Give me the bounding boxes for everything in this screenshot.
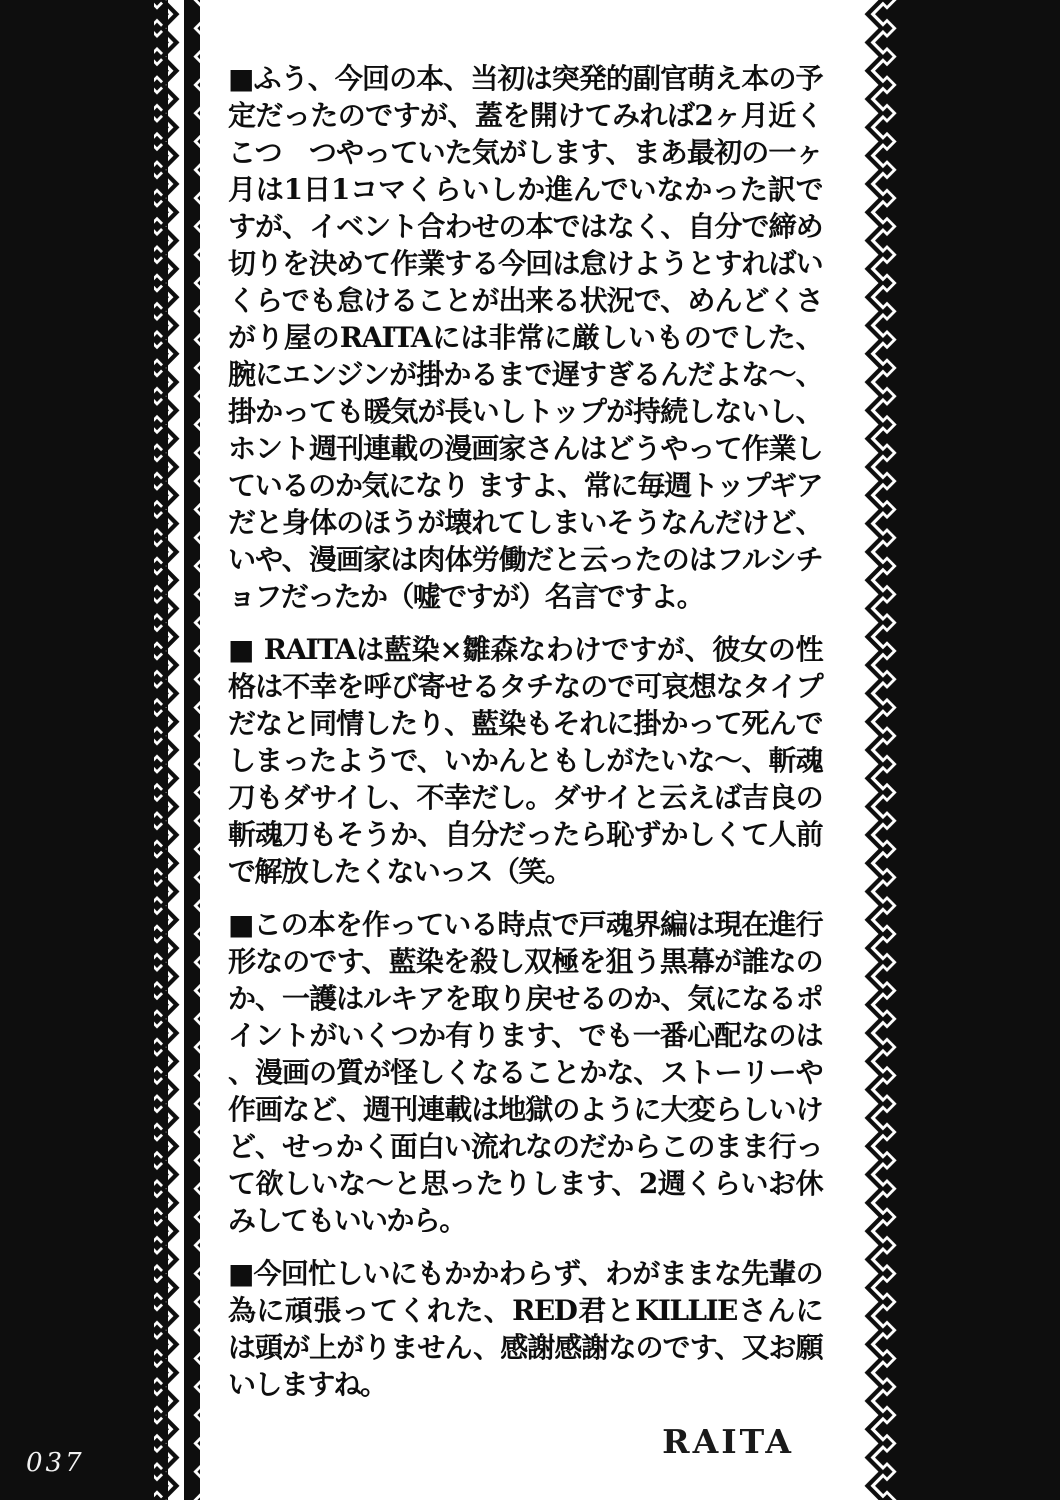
text-line: 掛かっても暖気が長いしトップが持続しないし、 (228, 395, 822, 428)
text-line: 斬魂刀もそうか、自分だったら恥ずかしくて人前 (228, 818, 822, 851)
text-line: 為に頑張ってくれた、RED君とKILLIEさんに (228, 1294, 822, 1327)
right-border-ornament (860, 0, 1060, 1500)
text-line: ど、せっかく面白い流れなのだからこのまま行っ (228, 1130, 822, 1163)
text-line: いしますね。 (228, 1368, 387, 1401)
afterword-paragraph (228, 60, 822, 615)
text-line: くらでも怠けることが出来る状況で、めんどくさ (228, 284, 822, 317)
afterword-text (228, 60, 822, 1403)
text-line: ているのか気になり ますよ、常に毎週トップギア (228, 469, 822, 502)
text-line: 刀もダサイし、不幸だし。ダサイと云えば吉良の (228, 781, 822, 814)
text-line: しまったようで、いかんともしがたいな〜、斬魂 (228, 744, 822, 777)
text-line: だと身体のほうが壊れてしまいそうなんだけど、 (228, 506, 822, 539)
text-line: ■今回忙しいにもかかわらず、わがままな先輩の (228, 1257, 822, 1290)
text-line: 格は不幸を呼び寄せるタチなので可哀想なタイプ (228, 670, 822, 703)
text-line: 切りを決めて作業する今回は怠けようとすればい (228, 247, 822, 280)
text-line: で解放したくないっス（笑。 (228, 855, 572, 888)
text-line: か、一護はルキアを取り戻せるのか、気になるポ (228, 982, 822, 1015)
text-line: だなと同情したり、藍染もそれに掛かって死んで (228, 707, 822, 740)
text-line: ■この本を作っている時点で戸魂界編は現在進行 (228, 908, 822, 941)
text-line: ョフだったか（嘘ですが）名言ですよ。 (228, 580, 704, 613)
text-line: て欲しいな〜と思ったりします、2週くらいお休 (228, 1167, 822, 1200)
text-line: すが、イベント合わせの本ではなく、自分で締め (228, 210, 822, 243)
text-line: ■ RAITAは藍染×雛森なわけですが、彼女の性 (228, 633, 822, 666)
text-line: 定だったのですが、蓋を開けてみれば2ヶ月近く (228, 99, 822, 132)
text-line: みしてもいいから。 (228, 1204, 466, 1237)
afterword-paragraph (228, 906, 822, 1239)
author-signature: RAITA (662, 1422, 794, 1461)
text-line: は頭が上がりません、感謝感謝なのです、又お願 (228, 1331, 822, 1364)
text-line: ホント週刊連載の漫画家さんはどうやって作業し (228, 432, 822, 465)
left-border-ornament (0, 0, 200, 1500)
afterword-paragraph (228, 631, 822, 890)
text-line: 作画など、週刊連載は地獄のように大変らしいけ (228, 1093, 822, 1126)
afterword-paragraph (228, 1255, 822, 1403)
text-line: 腕にエンジンが掛かるまで遅すぎるんだよな〜、 (228, 358, 822, 391)
text-line: いや、漫画家は肉体労働だと云ったのはフルシチ (228, 543, 822, 576)
text-line: 、漫画の質が怪しくなることかな、ストーリーや (228, 1056, 822, 1089)
text-line: がり屋のRAITAには非常に厳しいものでした、 (228, 321, 822, 354)
text-line: 形なのです、藍染を殺し双極を狙う黒幕が誰なの (228, 945, 822, 978)
text-line: 月は1日1コマくらいしか進んでいなかった訳で (228, 173, 822, 206)
text-line: こつ つやっていた気がします、まあ最初の一ヶ (228, 136, 822, 169)
page-number: 037 (26, 1448, 85, 1478)
text-line: イントがいくつか有ります、でも一番心配なのは (228, 1019, 822, 1052)
text-line: ■ふう、今回の本、当初は突発的副官萌え本の予 (228, 62, 822, 95)
